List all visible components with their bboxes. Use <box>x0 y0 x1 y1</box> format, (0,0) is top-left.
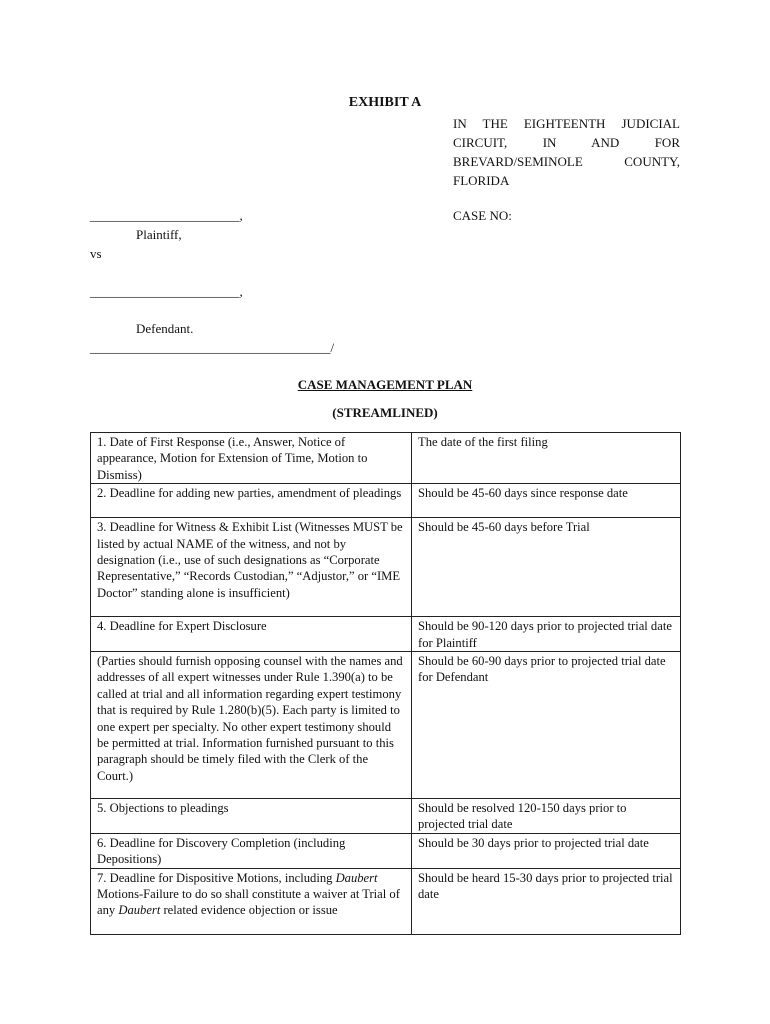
row-4-item: 4. Deadline for Expert Disclosure <box>91 617 412 652</box>
row-7-deadline: Should be heard 15-30 days prior to projected trial date <box>412 868 681 934</box>
row-7-daubert-1: Daubert <box>335 870 378 885</box>
court-line-1: IN THE EIGHTEENTH JUDICIAL <box>453 116 680 131</box>
exhibit-title: EXHIBIT A <box>348 95 422 110</box>
row-3-item: 3. Deadline for Witness & Exhibit List (Witnesses MUST be listed by actual NAME of the witness, and not by designation (i.e., use of such designations as “Corporate Representative,” “Records Custodian,” “Adjustor,” or “IME Doctor” standing alone is insufficient) <box>91 518 412 617</box>
court-line-3: BREVARD/SEMINOLE COUNTY, <box>453 154 680 169</box>
table-row <box>91 868 681 934</box>
case-management-table <box>90 432 681 935</box>
row-3-deadline: Should be 45-60 days before Trial <box>412 518 681 617</box>
plaintiff-label: Plaintiff, <box>136 227 182 242</box>
row-2-item: 2. Deadline for adding new parties, amendment of pleadings <box>91 484 412 518</box>
row-5-item: 5. Objections to pleadings <box>91 799 412 834</box>
row-7-daubert-2: Daubert <box>118 903 161 918</box>
plaintiff-blank: _______________________, <box>90 208 243 223</box>
row-6-item: 6. Deadline for Discovery Completion (including Depositions) <box>91 833 412 868</box>
plan-subtitle: (STREAMLINED) <box>332 405 438 420</box>
row-4-note: (Parties should furnish opposing counsel with the names and addresses of all expert witnesses under Rule 1.390(a) to be called at trial and all information regarding expert testimony that is required by Rule 1.280(b)(5). Each party is limited to one expert per specialty. No other expert testimony should be permitted at trial. Information furnished pursuant to this paragraph should be timely filed with the Clerk of the Court.) <box>91 652 412 799</box>
row-4-deadline: Should be 90-120 days prior to projected trial date for Plaintiff <box>412 617 681 652</box>
court-caption <box>453 114 680 190</box>
table-row <box>91 799 681 834</box>
row-7-item <box>91 868 412 934</box>
row-4-defendant-deadline: Should be 60-90 days prior to projected trial date for Defendant <box>412 652 681 799</box>
court-line-4: FLORIDA <box>453 173 510 188</box>
case-number-label: CASE NO: <box>453 208 512 223</box>
row-7-text-b: Motions-Failure to do so shall constitute a waiver at Trial of any <box>97 887 400 918</box>
row-6-deadline: Should be 30 days prior to projected trial date <box>412 833 681 868</box>
defendant-blank: _______________________, <box>90 284 243 299</box>
table-row <box>91 518 681 617</box>
row-1-item: 1. Date of First Response (i.e., Answer, Notice of appearance, Motion for Extension of Time, Motion to Dismiss) <box>91 433 412 484</box>
defendant-label: Defendant. <box>136 321 194 336</box>
row-7-text-a: 7. Deadline for Dispositive Motions, including <box>97 870 336 885</box>
row-1-deadline: The date of the first filing <box>412 433 681 484</box>
table-row <box>91 617 681 652</box>
court-line-2: CIRCUIT, IN AND FOR <box>453 135 680 150</box>
row-5-deadline: Should be resolved 120-150 days prior to projected trial date <box>412 799 681 834</box>
table-row <box>91 433 681 484</box>
table-row <box>91 833 681 868</box>
table-row <box>91 652 681 799</box>
row-7-text-c: related evidence objection or issue <box>160 903 338 918</box>
plan-title: CASE MANAGEMENT PLAN <box>297 377 473 392</box>
versus-label: vs <box>90 246 102 261</box>
row-2-deadline: Should be 45-60 days since response date <box>412 484 681 518</box>
table-row <box>91 484 681 518</box>
caption-closing-line: _____________________________________/ <box>90 340 335 355</box>
